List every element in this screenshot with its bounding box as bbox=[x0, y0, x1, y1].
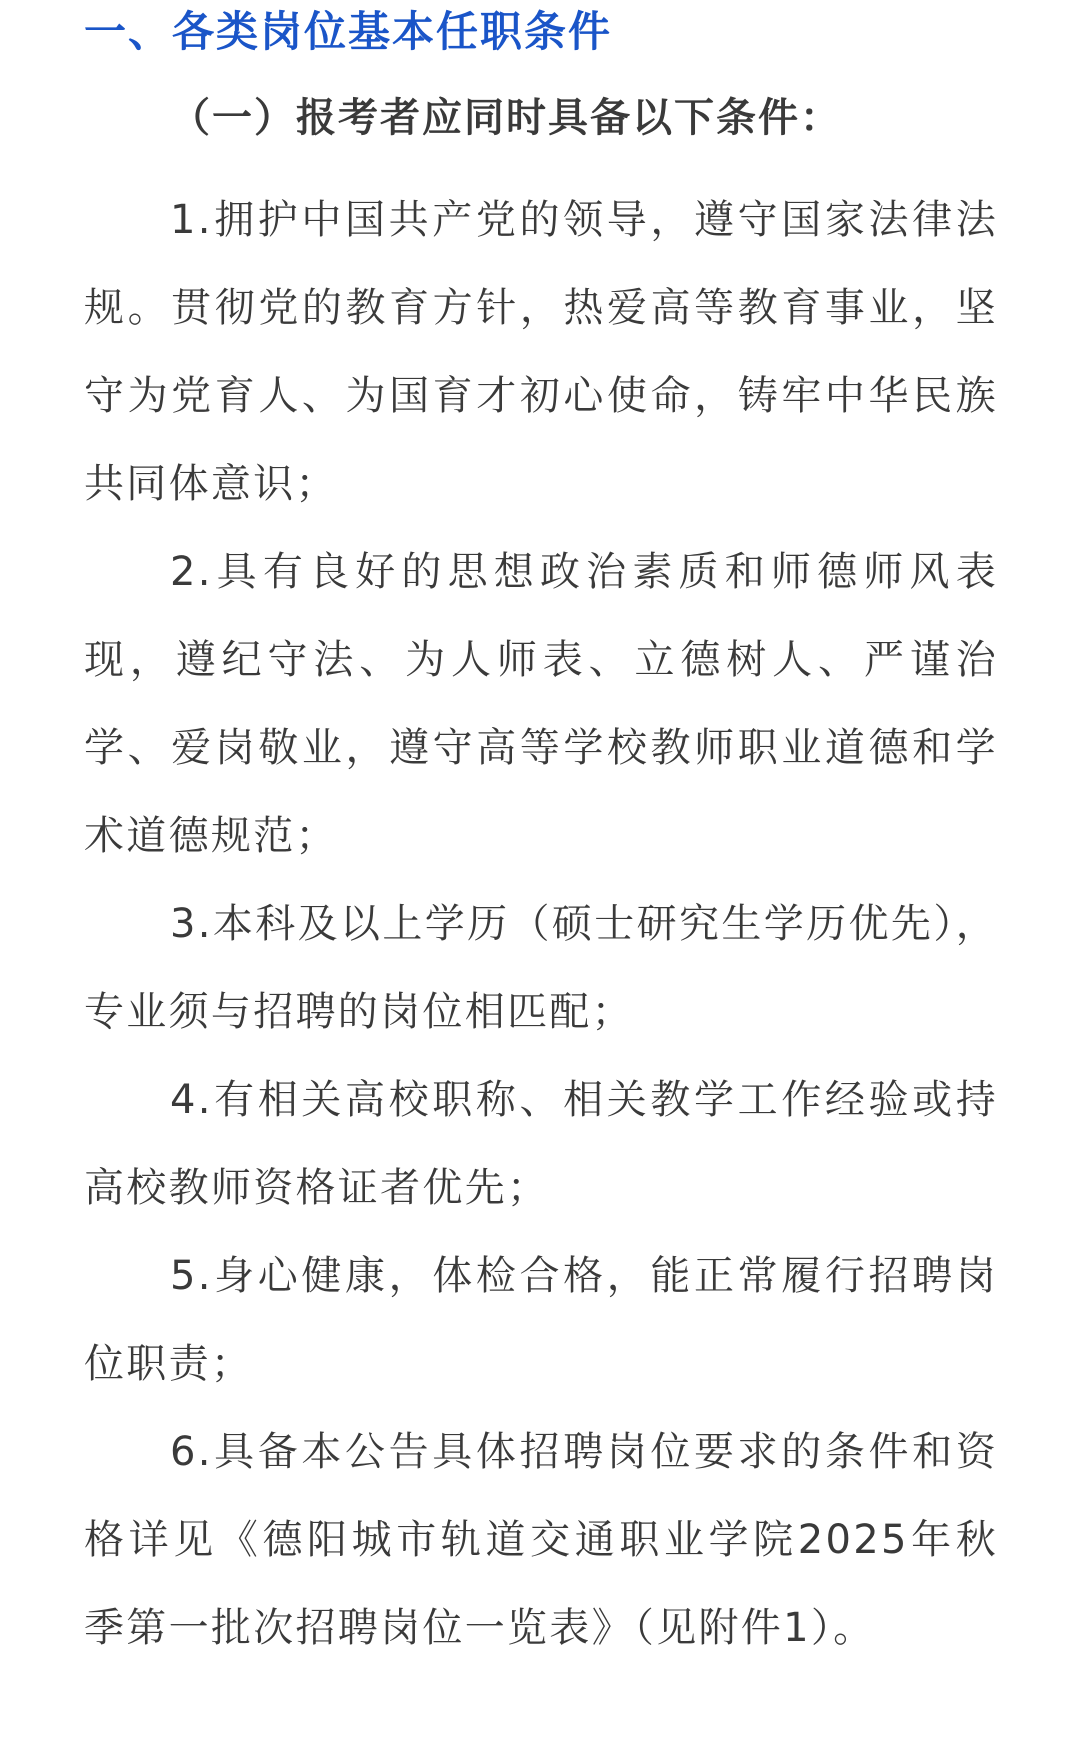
condition-item-6: 6.具备本公告具体招聘岗位要求的条件和资格详见《德阳城市轨道交通职业学院2025年秋季第一批次招聘岗位一览表》（见附件1）。 bbox=[84, 1429, 998, 1651]
condition-item-1: 1.拥护中国共产党的领导，遵守国家法律法规。贯彻党的教育方针，热爱高等教育事业，坚守为党育人、为国育才初心使命，铸牢中华民族共同体意识； bbox=[84, 197, 998, 507]
section-title: 一、各类岗位基本任职条件 bbox=[84, 7, 613, 56]
condition-item-5: 5.身心健康，体检合格，能正常履行招聘岗位职责； bbox=[84, 1253, 998, 1387]
condition-item-3: 3.本科及以上学历（硕士研究生学历优先），专业须与招聘的岗位相匹配； bbox=[84, 901, 998, 1035]
condition-item-2: 2.具有良好的思想政治素质和师德师风表现，遵纪守法、为人师表、立德树人、严谨治学、爱岗敬业，遵守高等学校教师职业道德和学术道德规范； bbox=[84, 549, 998, 859]
subsection-title: （一）报考者应同时具备以下条件： bbox=[170, 95, 842, 141]
condition-item-4: 4.有相关高校职称、相关教学工作经验或持高校教师资格证者优先； bbox=[84, 1077, 998, 1211]
conditions-list bbox=[84, 176, 998, 1672]
